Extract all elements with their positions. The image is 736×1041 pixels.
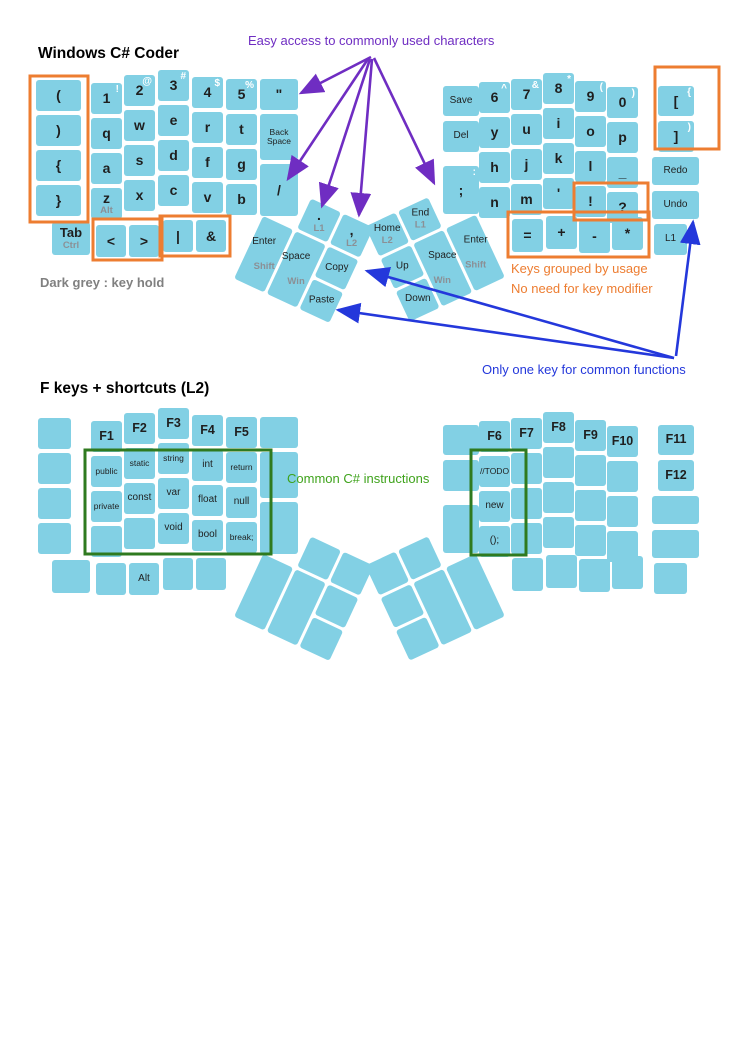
- key-shift-symbol: ): [687, 122, 691, 133]
- key-f1: [91, 421, 122, 452]
- key-label: }: [55, 192, 62, 209]
- key-label: j: [524, 156, 529, 173]
- key-shift-symbol: {: [687, 87, 691, 98]
- key-label: 6: [490, 89, 499, 106]
- key-label: l: [588, 158, 593, 175]
- key-u: [511, 114, 542, 145]
- key-label: .: [317, 206, 322, 223]
- key-blank: [543, 517, 574, 548]
- key-new: [479, 491, 510, 522]
- key-label: 8: [554, 80, 563, 97]
- key-f: [192, 147, 223, 178]
- key-p: [607, 122, 638, 153]
- key-label: y: [490, 124, 499, 141]
- key-y: [479, 117, 510, 148]
- key-label: k: [554, 150, 563, 167]
- key-g: [226, 149, 257, 180]
- key-label: return: [230, 462, 253, 473]
- key-blank: [52, 560, 90, 593]
- key-label: Enter: [463, 234, 488, 246]
- key-blank: [579, 559, 610, 592]
- key-minus: [579, 220, 610, 253]
- key-f12: [658, 460, 694, 491]
- key-label: var: [166, 487, 181, 499]
- key-n: [479, 187, 510, 218]
- key-label: +: [557, 224, 566, 241]
- key-label: ,: [349, 221, 354, 238]
- key-shift-symbol: (: [599, 82, 603, 93]
- key-l: [575, 151, 606, 182]
- key-label: g: [237, 156, 246, 173]
- key-q: [91, 118, 122, 149]
- key-blank: [260, 417, 298, 448]
- key-label: Save: [449, 94, 473, 106]
- key-asterisk: [612, 217, 643, 250]
- key-shift-symbol: %: [245, 80, 254, 91]
- key-private: [91, 491, 122, 522]
- key-k: [543, 143, 574, 174]
- section2-title: F keys + shortcuts (L2): [40, 380, 210, 397]
- key-label: static: [129, 458, 150, 469]
- key-label: F8: [551, 419, 566, 434]
- key-b: [226, 184, 257, 215]
- key-label: ': [556, 185, 561, 202]
- key-label: {: [55, 157, 62, 174]
- key-f4: [192, 415, 223, 446]
- key-label: |: [176, 227, 180, 244]
- key-static: [124, 448, 155, 479]
- annotation-dark-grey-key-hold: Dark grey : key hold: [40, 275, 165, 290]
- key-label: F3: [166, 415, 181, 430]
- key-shift-symbol: :: [472, 167, 476, 178]
- key-blank: [607, 496, 638, 527]
- key-int: [192, 450, 223, 481]
- key-6: [479, 82, 510, 113]
- key-less-than: [96, 225, 126, 257]
- key-label: o: [586, 123, 595, 140]
- key-blank: [543, 482, 574, 513]
- key-const: [124, 483, 155, 514]
- key-open-brace: [36, 150, 81, 181]
- annotation-easy-access: Easy access to commonly used characters: [248, 33, 495, 48]
- key-blank: [96, 563, 126, 595]
- key-bool: [192, 520, 223, 551]
- annotation-keys-grouped-line2: No need for key modifier: [511, 281, 653, 296]
- key-save: [443, 86, 479, 116]
- key-blank: [38, 418, 71, 449]
- key-label: t: [239, 121, 244, 138]
- key-label: h: [490, 159, 499, 176]
- key-label: F11: [665, 432, 687, 447]
- key-label: d: [169, 147, 178, 164]
- key-blank: [511, 488, 542, 519]
- key-label: Alt: [138, 572, 150, 584]
- key-label: Home: [373, 222, 401, 234]
- key-label: u: [522, 121, 531, 138]
- arrow-easy-access-to-period-key: [322, 59, 370, 206]
- key-label: F10: [611, 433, 634, 448]
- key-double-quote: [260, 79, 298, 110]
- key-call-parens: [479, 526, 510, 557]
- key-o: [575, 116, 606, 147]
- key-label: F7: [519, 425, 534, 440]
- key-label: F5: [234, 424, 249, 439]
- key-float: [192, 485, 223, 516]
- key-label: 5: [237, 86, 246, 103]
- key-blank: [443, 425, 479, 455]
- key-label: //TODO: [479, 466, 510, 477]
- key-blank: [511, 453, 542, 484]
- key-f3: [158, 408, 189, 439]
- key-label: float: [198, 494, 217, 506]
- key-string: [158, 443, 189, 474]
- key-j: [511, 149, 542, 180]
- key-blank: [658, 121, 694, 152]
- arrow-one-key-to-paste: [338, 310, 674, 358]
- key-del: [443, 121, 479, 152]
- key-plus: [546, 216, 577, 249]
- key-label: f: [205, 154, 210, 171]
- key-label: ]: [673, 128, 679, 145]
- key-label: ();: [489, 535, 500, 547]
- key-blank: [575, 455, 606, 486]
- annotation-only-one-key: Only one key for common functions: [482, 362, 686, 377]
- key-todo-comment: [479, 456, 510, 487]
- key-label: Down: [404, 293, 431, 305]
- annotation-keys-grouped-line1: Keys grouped by usage: [511, 261, 648, 276]
- key-close-brace: [36, 185, 81, 216]
- key-hold-label: L1: [414, 219, 426, 231]
- key-shift-symbol: &: [531, 80, 539, 91]
- key-blank: [163, 558, 193, 590]
- key-label: 4: [203, 84, 212, 101]
- key-blank: [512, 558, 543, 591]
- key-label: int: [202, 459, 213, 471]
- key-label: Space: [282, 251, 311, 263]
- key-label: void: [164, 522, 183, 534]
- key-label: (: [56, 87, 61, 104]
- key-label: bool: [198, 529, 217, 541]
- key-label: new: [485, 500, 504, 512]
- key-shift-symbol: ): [631, 88, 635, 99]
- key-5: [226, 79, 257, 110]
- section1-title: Windows C# Coder: [38, 45, 180, 62]
- key-label: 7: [522, 86, 531, 103]
- key-label: Space: [428, 249, 457, 261]
- key-v: [192, 182, 223, 213]
- key-blank: [658, 86, 694, 116]
- key-label: public: [95, 466, 118, 477]
- key-w: [124, 110, 155, 141]
- key-label: x: [135, 187, 144, 204]
- key-label: !: [588, 193, 593, 210]
- key-h: [479, 152, 510, 183]
- key-label: =: [523, 227, 532, 244]
- key-blank: [654, 563, 687, 594]
- key-7: [511, 79, 542, 110]
- key-ampersand: [196, 220, 226, 252]
- key-label: F9: [583, 427, 598, 442]
- key-label: End: [410, 207, 429, 219]
- key-label: c: [169, 182, 178, 199]
- key-l1: [654, 224, 687, 255]
- key-undo: [652, 191, 699, 219]
- key-label: i: [556, 115, 561, 132]
- key-e: [158, 105, 189, 136]
- key-hold-label: Win: [434, 274, 452, 286]
- key-label: m: [520, 191, 533, 208]
- key-shift-symbol: #: [180, 71, 186, 82]
- key-label: _: [618, 164, 627, 181]
- key-f9: [575, 420, 606, 451]
- key-blank: [511, 523, 542, 554]
- key-label: &: [205, 227, 217, 244]
- key-underscore: [607, 157, 638, 188]
- key-label: e: [169, 112, 178, 129]
- key-label: F4: [200, 422, 215, 437]
- key-3: [158, 70, 189, 101]
- key-label: -: [592, 228, 597, 245]
- arrow-easy-access-to-comma-key: [359, 59, 372, 215]
- key-label: 3: [169, 77, 178, 94]
- key-public: [91, 456, 122, 487]
- key-label: p: [618, 129, 627, 146]
- key-z: [91, 188, 122, 219]
- key-greater-than: [129, 225, 159, 257]
- key-label: 0: [618, 94, 627, 111]
- key-blank: [91, 526, 122, 557]
- key-exclamation: [575, 186, 606, 217]
- key-label: null: [233, 496, 250, 508]
- key-label: a: [102, 160, 111, 177]
- key-break: [226, 522, 257, 553]
- key-redo: [652, 157, 699, 185]
- key-blank: [38, 488, 71, 519]
- key-label: *: [624, 225, 631, 242]
- key-blank: [543, 447, 574, 478]
- key-x: [124, 180, 155, 211]
- key-hold-label: Ctrl: [62, 239, 80, 251]
- key-f11: [658, 425, 694, 455]
- key-shift-symbol: $: [214, 78, 220, 89]
- key-shift-symbol: @: [142, 76, 152, 87]
- key-var: [158, 478, 189, 509]
- key-shift-symbol: !: [115, 84, 119, 95]
- key-label: Copy: [324, 262, 349, 274]
- key-label: private: [93, 501, 120, 512]
- key-label: ?: [618, 199, 627, 216]
- key-label: Paste: [308, 294, 335, 306]
- key-hold-label: Win: [287, 275, 305, 287]
- key-label: L1: [664, 233, 677, 245]
- key-apostrophe: [543, 178, 574, 209]
- key-m: [511, 184, 542, 215]
- key-i: [543, 108, 574, 139]
- key-label: s: [135, 152, 144, 169]
- key-9: [575, 81, 606, 112]
- key-r: [192, 112, 223, 143]
- key-label: break;: [229, 532, 254, 543]
- key-label: Tab: [59, 225, 83, 241]
- key-d: [158, 140, 189, 171]
- key-label: 1: [102, 90, 111, 107]
- key-blank: [38, 453, 71, 484]
- arrow-easy-access-to-semicolon-key: [374, 58, 434, 183]
- key-hold-label: Alt: [100, 205, 113, 217]
- key-label: Redo: [663, 164, 688, 176]
- key-label: 2: [135, 82, 144, 99]
- key-hold-label: L1: [313, 222, 325, 234]
- annotation-common-cs-instructions: Common C# instructions: [287, 471, 430, 486]
- key-null: [226, 487, 257, 518]
- key-label: Back Space: [266, 127, 292, 146]
- key-c: [158, 175, 189, 206]
- key-blank: [612, 556, 643, 589]
- key-hold-label: L2: [381, 234, 393, 246]
- key-hold-label: L2: [346, 237, 358, 249]
- key-shift-symbol: *: [567, 74, 571, 85]
- key-2: [124, 75, 155, 106]
- key-blank: [38, 523, 71, 554]
- key-label: F1: [99, 428, 114, 443]
- key-f5: [226, 417, 257, 448]
- key-label: 9: [586, 88, 595, 105]
- key-label: b: [237, 191, 246, 208]
- arrow-easy-access-to-quote-key: [301, 57, 371, 93]
- key-equals: [512, 219, 543, 252]
- key-label: ": [275, 86, 283, 103]
- key-hold-label: Shift: [464, 259, 486, 271]
- key-f10: [607, 426, 638, 457]
- key-blank: [652, 530, 699, 558]
- key-0: [607, 87, 638, 118]
- key-close-paren: [36, 115, 81, 146]
- key-tab: [52, 222, 90, 255]
- key-label: F6: [487, 428, 502, 443]
- key-s: [124, 145, 155, 176]
- key-label: F2: [132, 420, 147, 435]
- key-label: ;: [458, 181, 464, 198]
- key-a: [91, 153, 122, 184]
- key-void: [158, 513, 189, 544]
- key-shift-symbol: ^: [501, 83, 507, 94]
- key-f7: [511, 418, 542, 449]
- key-label: r: [204, 119, 211, 136]
- key-label: ): [56, 122, 61, 139]
- key-label: >: [139, 232, 149, 249]
- key-blank: [652, 496, 699, 524]
- key-label: <: [106, 232, 116, 249]
- key-f2: [124, 413, 155, 444]
- key-label: q: [102, 125, 111, 142]
- key-blank: [124, 518, 155, 549]
- key-open-paren: [36, 80, 81, 111]
- key-alt: [129, 563, 159, 595]
- key-label: [: [673, 92, 679, 109]
- key-blank: [575, 525, 606, 556]
- arrow-easy-access-to-slash-key: [288, 59, 368, 179]
- key-label: /: [277, 181, 281, 198]
- key-label: F12: [665, 467, 687, 482]
- key-back-space: [260, 114, 298, 160]
- key-4: [192, 77, 223, 108]
- key-8: [543, 73, 574, 104]
- key-blank: [607, 461, 638, 492]
- key-label: const: [127, 492, 152, 504]
- key-blank: [546, 555, 577, 588]
- key-blank: [575, 490, 606, 521]
- key-pipe: [163, 220, 193, 252]
- key-label: Undo: [663, 198, 688, 210]
- key-hold-label: Shift: [253, 260, 275, 272]
- key-f6: [479, 421, 510, 452]
- key-label: z: [102, 189, 110, 206]
- key-1: [91, 83, 122, 114]
- key-label: v: [203, 189, 212, 206]
- key-blank: [196, 558, 226, 590]
- key-label: Enter: [251, 235, 276, 247]
- key-label: Up: [396, 260, 409, 272]
- key-blank: [443, 460, 479, 491]
- key-label: w: [134, 117, 145, 134]
- key-label: n: [490, 194, 499, 211]
- key-label: Del: [453, 130, 469, 142]
- key-return: [226, 452, 257, 483]
- key-f8: [543, 412, 574, 443]
- key-t: [226, 114, 257, 145]
- key-label: string: [163, 453, 184, 464]
